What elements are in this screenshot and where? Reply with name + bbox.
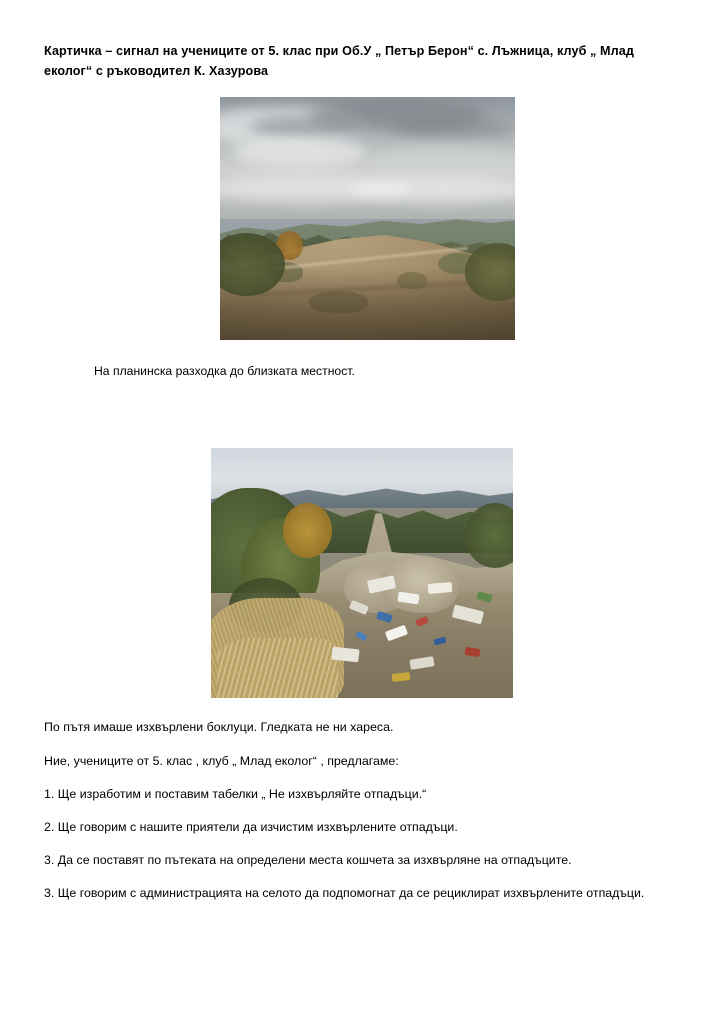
photo-dumped-rubbish (211, 448, 513, 698)
figure-1-caption: На планинска разходка до близката местност. (94, 364, 355, 379)
body-text (44, 718, 681, 903)
figure-1 (220, 97, 515, 340)
page-title-line-1: Картичка – сигнал на учениците от 5. клас при Об.У „ Петър Берон“ с. (44, 44, 489, 58)
paragraph-2: Ние, учениците от 5. клас , клуб „ Млад еколог“ , предлагаме: (44, 753, 399, 768)
page-title (44, 42, 681, 81)
page-title-line-2: Лъжница, клуб „ Млад еколог“ с ръководител К. Хазурова (44, 44, 634, 78)
photo-mountain-meadow (220, 97, 515, 340)
cloud-shape (368, 146, 516, 180)
proposal-item-2: 2. Ще говорим с нашите приятели да изчистим изхвърлените отпадъци. (44, 819, 458, 834)
proposal-item-4: 3. Ще говорим с администрацията на селото да подпомогнат да се рециклират изхвърлените отпадъци. (44, 886, 645, 901)
proposal-item-1: 1. Ще изработим и поставим табелки „ Не изхвърляйте отпадъци.“ (44, 786, 427, 801)
figure-2 (211, 448, 513, 698)
figure-1-block (44, 91, 681, 340)
cloud-shape (350, 177, 515, 201)
proposal-item-3: 3. Да се поставят по пътеката на определени места кошчета за изхвърляне на отпадъците. (44, 853, 572, 868)
figure-2-block (44, 380, 681, 698)
dry-grass-patch (217, 638, 338, 698)
tree-right (465, 503, 513, 568)
autumn-tree (283, 503, 331, 558)
paragraph-1: По пътя имаше изхвърлени боклуци. Гледката не ни хареса. (44, 720, 394, 735)
